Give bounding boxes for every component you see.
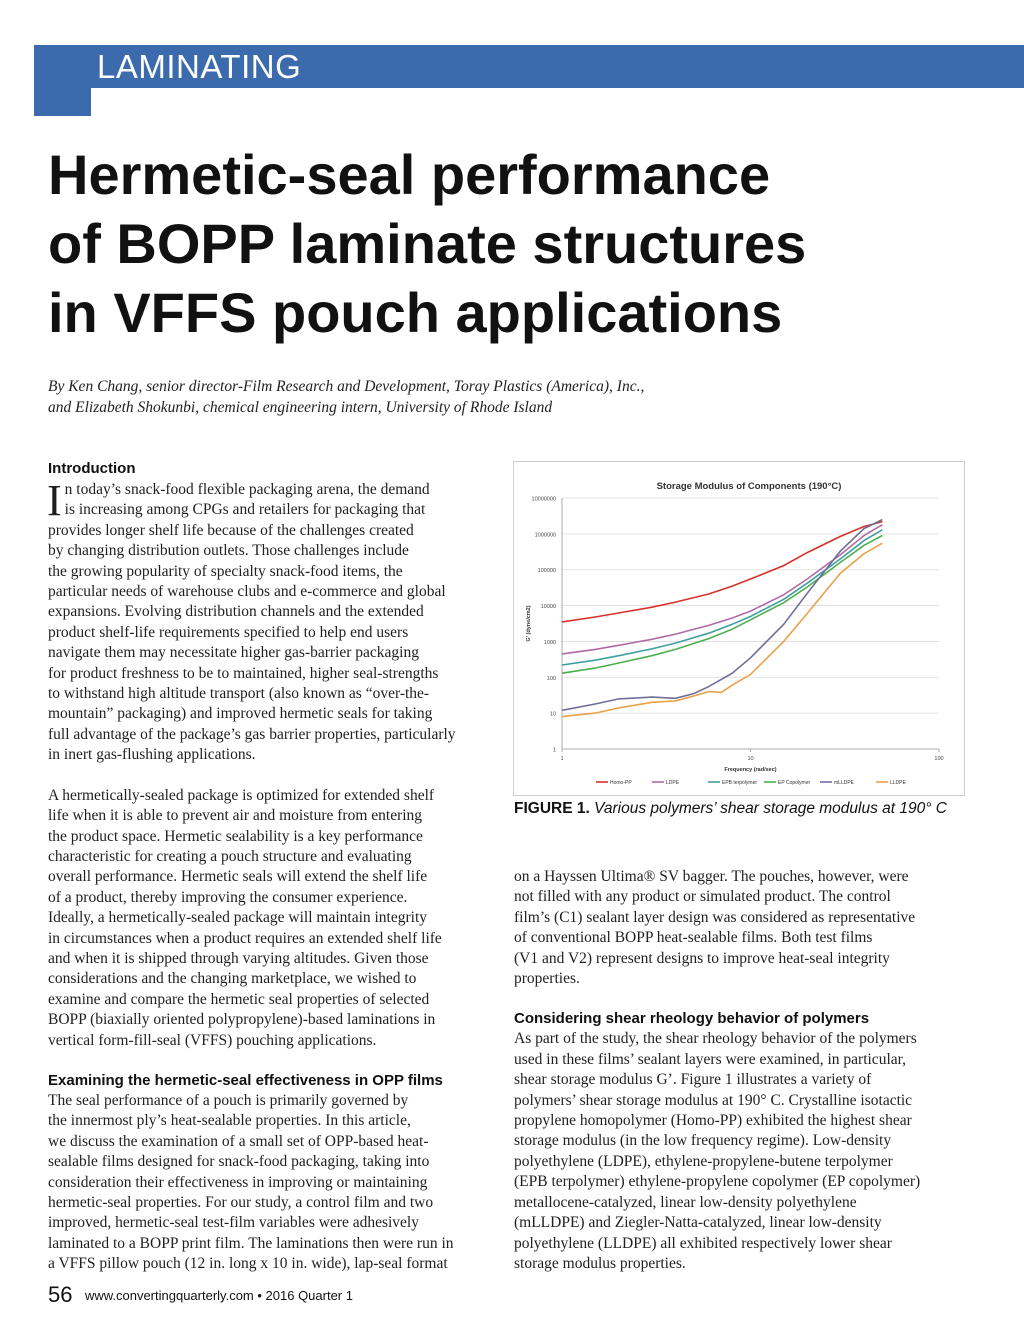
- text-line: propylene homopolymer (Homo-PP) exhibited the highest shear: [514, 1112, 912, 1130]
- y-tick-label: 1000000: [534, 532, 556, 539]
- text-line: life when it is able to prevent air and moisture from entering: [48, 807, 423, 825]
- text-line: overall performance. Hermetic seals will extend the shelf life: [48, 868, 428, 886]
- text-line: A hermetically-sealed package is optimized for extended shelf: [48, 786, 435, 804]
- text-line: examine and compare the hermetic seal properties of selected: [48, 990, 430, 1008]
- legend-entry: LDPE: [666, 780, 680, 786]
- text-line: laminated to a BOPP print film. The laminations then were run in: [48, 1234, 454, 1252]
- page-number: 56: [48, 1282, 73, 1307]
- exam-heading: Examining the hermetic-seal effectiveness in OPP films: [48, 1071, 443, 1089]
- legend-entry: Homo-PP: [610, 780, 632, 786]
- text-line: vertical form-fill-seal (VFFS) pouching applications.: [48, 1031, 377, 1049]
- section-label: LAMINATING: [97, 48, 302, 85]
- series-line-epb-terpolymer: [562, 530, 882, 665]
- text-line: film’s (C1) sealant layer design was considered as representative: [514, 908, 916, 926]
- shear-heading: Considering shear rheology behavior of polymers: [514, 1010, 870, 1028]
- article-title: [48, 140, 806, 347]
- text-line: As part of the study, the shear rheology behavior of the polymers: [514, 1030, 917, 1048]
- figure-chart: [513, 461, 965, 796]
- y-axis-label: G' (dyne/cm2): [526, 605, 532, 642]
- storage-modulus-chart: [514, 462, 964, 795]
- text-line: in circumstances when a product requires an extended shelf life: [48, 929, 442, 947]
- text-line: of conventional BOPP heat-sealable films. Both test films: [514, 929, 873, 947]
- paragraph-exam: [48, 1091, 498, 1275]
- text-line: sealable films designed for snack-food packaging, taking into: [48, 1153, 430, 1171]
- text-line: a VFFS pillow pouch (12 in. long x 10 in. wide), lap-seal format: [48, 1255, 448, 1273]
- series-line-lldpe: [562, 543, 882, 716]
- y-tick-label: 1: [552, 747, 556, 754]
- title-line: Hermetic-seal performance: [48, 143, 771, 206]
- paragraph-continuation: [514, 867, 974, 989]
- figure-caption-text: Various polymers’ shear storage modulus at 190° C: [594, 800, 947, 817]
- title-line: in VFFS pouch applications: [48, 281, 783, 344]
- y-tick-label: 100000: [537, 568, 556, 575]
- figure-caption: [514, 799, 964, 819]
- y-tick-label: 1000: [543, 639, 556, 646]
- y-tick-label: 100: [546, 675, 556, 682]
- x-tick-label: 100: [934, 756, 944, 762]
- text-line: (mLLDPE) and Ziegler-Natta-catalyzed, linear low-density: [514, 1214, 882, 1232]
- text-line: product shelf-life requirements specified to help end users: [48, 623, 409, 641]
- text-line: of a product, thereby improving the consumer experience.: [48, 888, 408, 906]
- text-line: consideration their effectiveness in improving or maintaining: [48, 1173, 428, 1191]
- text-line: polymers’ shear storage modulus at 190° C. Crystalline isotactic: [514, 1091, 913, 1109]
- text-line: and when it is shipped through varying altitudes. Given those: [48, 949, 429, 967]
- text-line: used in these films’ sealant layers were examined, in particular,: [514, 1050, 907, 1068]
- x-axis-label: Frequency (rad/sec): [724, 767, 777, 773]
- byline-line: By Ken Chang, senior director-Film Research and Development, Toray Plastics (America), Inc.,: [48, 378, 645, 395]
- text-line: mountain” packaging) and improved hermetic seals for taking: [48, 705, 433, 723]
- text-line: to withstand high altitude transport (also known as “over-the-: [48, 685, 430, 703]
- byline-line: and Elizabeth Shokunbi, chemical engineering intern, University of Rhode Island: [48, 399, 553, 416]
- y-tick-label: 10000: [540, 604, 556, 611]
- text-line: storage modulus properties.: [514, 1254, 686, 1272]
- y-tick-label: 10: [549, 711, 556, 718]
- text-line: considerations and the changing marketplace, we wished to: [48, 970, 417, 988]
- text-line: particular needs of warehouse clubs and e-commerce and global: [48, 583, 446, 601]
- legend-entry: mLLDPE: [834, 780, 855, 786]
- chart-title: Storage Modulus of Components (190°C): [656, 481, 842, 492]
- text-line: Ideally, a hermetically-sealed package will maintain integrity: [48, 909, 428, 927]
- text-line: The seal performance of a pouch is primarily governed by: [48, 1091, 409, 1109]
- drop-cap: I: [47, 476, 62, 525]
- left-column: [48, 459, 498, 1275]
- text-line: improved, hermetic-seal test-film variables were adhesively: [48, 1214, 419, 1232]
- text-line: hermetic-seal properties. For our study, a control film and two: [48, 1194, 434, 1211]
- text-line: characteristic for creating a pouch structure and evaluating: [48, 847, 412, 865]
- text-line: the growing popularity of specialty snack-food items, the: [48, 562, 403, 580]
- legend-entry: EP Copolymer: [778, 780, 811, 786]
- series-line-homo-pp: [562, 522, 882, 622]
- y-tick-label: 10000000: [531, 496, 556, 503]
- paragraph-shear: [514, 1029, 974, 1274]
- x-tick-label: 1: [560, 756, 564, 762]
- legend-entry: LLDPE: [890, 780, 906, 786]
- text-line: polyethylene (LDPE), ethylene-propylene-butene terpolymer: [514, 1152, 893, 1170]
- text-line: BOPP (biaxially oriented polypropylene)-based laminations in: [48, 1011, 436, 1029]
- text-line: n today’s snack-food flexible packaging arena, the demand: [64, 481, 430, 498]
- series-line-ep-copolymer: [562, 536, 882, 674]
- text-line: is increasing among CPGs and retailers for packaging that: [64, 501, 426, 519]
- legend-entry: EPB terpolymer: [722, 780, 758, 786]
- x-tick-label: 10: [747, 756, 754, 762]
- text-line: provides longer shelf life because of the challenges created: [48, 521, 414, 539]
- title-line: of BOPP laminate structures: [48, 212, 807, 275]
- text-line: storage modulus (in the low frequency regime). Low-density: [514, 1132, 892, 1150]
- text-line: polyethylene (LLDPE) all exhibited respectively lower shear: [514, 1234, 892, 1252]
- text-line: the product space. Hermetic sealability is a key performance: [48, 827, 423, 845]
- right-column: [514, 867, 974, 1274]
- text-line: properties.: [514, 970, 580, 988]
- text-line: shear storage modulus G’. Figure 1 illustrates a variety of: [514, 1071, 872, 1089]
- text-line: metallocene-catalyzed, linear low-density polyethylene: [514, 1193, 857, 1211]
- figure-label: FIGURE 1.: [514, 800, 590, 817]
- text-line: not filled with any product or simulated product. The control: [514, 888, 891, 906]
- text-line: navigate them may necessitate higher gas-barrier packaging: [48, 644, 419, 662]
- text-line: (V1 and V2) represent designs to improve heat-seal integrity: [514, 949, 890, 967]
- text-line: full advantage of the package’s gas barrier properties, particularly: [48, 725, 456, 743]
- byline: [48, 376, 644, 418]
- text-line: on a Hayssen Ultima® SV bagger. The pouches, however, were: [514, 868, 909, 885]
- text-line: the innermost ply’s heat-sealable properties. In this article,: [48, 1112, 411, 1130]
- text-line: we discuss the examination of a small set of OPP-based heat-: [48, 1132, 429, 1150]
- footer-text: www.convertingquarterly.com • 2016 Quarter 1: [84, 1287, 353, 1303]
- text-line: (EPB terpolymer) ethylene-propylene copolymer (EP copolymer): [514, 1173, 921, 1191]
- intro-heading: Introduction: [48, 460, 136, 477]
- paragraph-hermetic: [48, 786, 498, 1051]
- text-line: expansions. Evolving distribution channels and the extended: [48, 603, 424, 621]
- text-line: by changing distribution outlets. Those challenges include: [48, 542, 409, 560]
- text-line: in inert gas-flushing applications.: [48, 746, 256, 764]
- page-footer: [48, 1282, 353, 1308]
- text-line: for product freshness to be to maintained, higher seal-strengths: [48, 664, 439, 682]
- intro-paragraph: [47, 476, 498, 766]
